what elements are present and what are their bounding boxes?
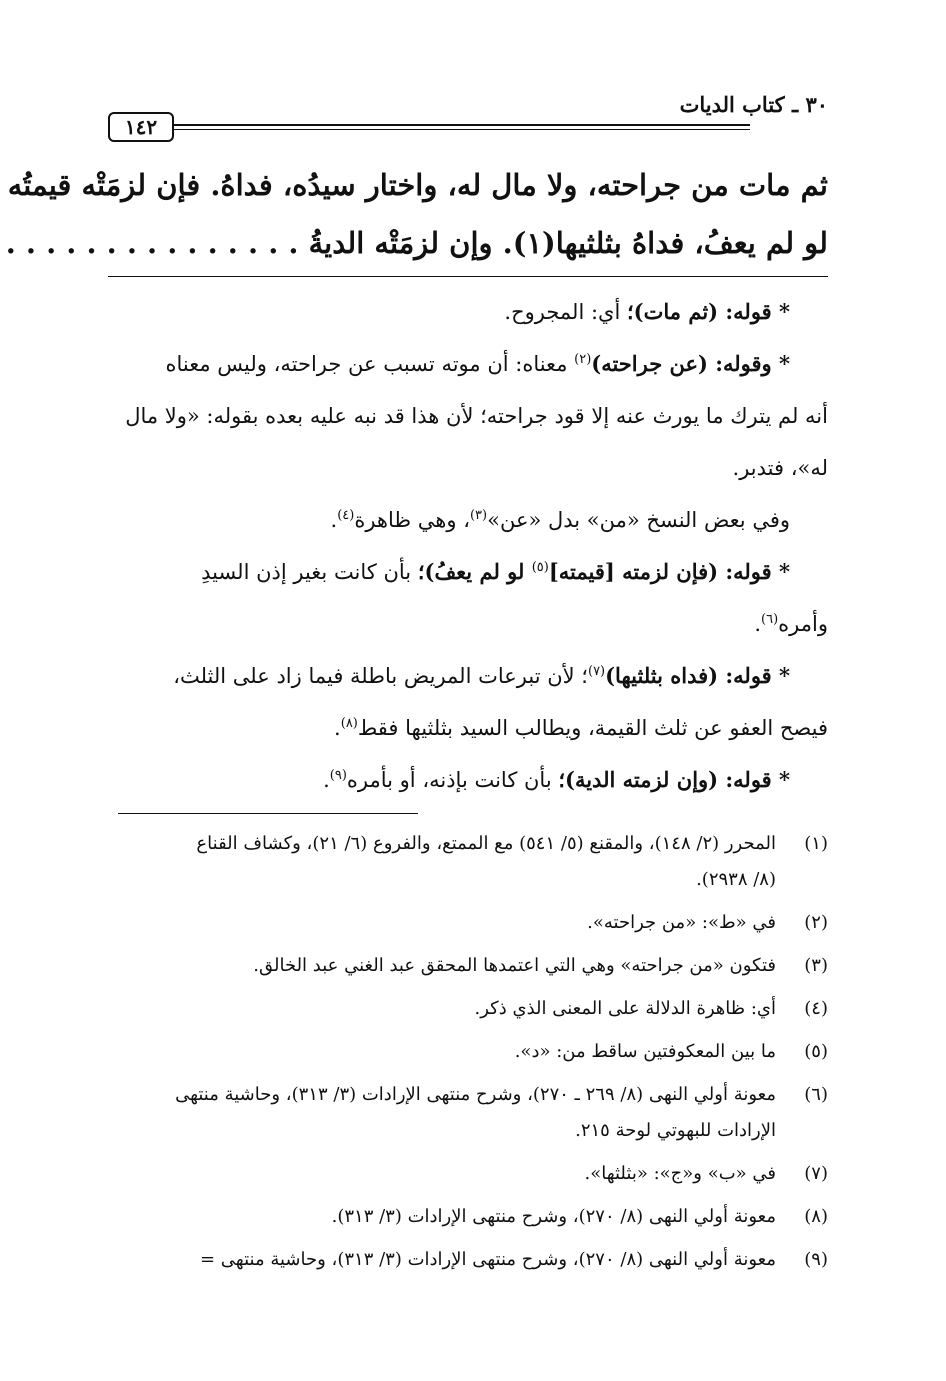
quoted-phrase: * قوله: (فإن لزمته [قيمته]: [548, 559, 790, 584]
footnote: [108, 1077, 828, 1149]
footnote-ref[interactable]: (٦): [761, 612, 779, 627]
footnote-ref[interactable]: (٧): [587, 664, 606, 679]
punctuation: .: [754, 612, 762, 636]
header-rule: [108, 124, 750, 130]
paragraph-text: بأن كانت بغير إذن السيدِ: [201, 560, 418, 584]
paragraph-text: بأن كانت بإذنه، أو بأمره: [346, 768, 559, 792]
footnote-number: (١): [804, 833, 828, 854]
commentary-paragraph-2-cont: [108, 390, 828, 494]
paragraph-line: أنه لم يترك ما يورث عنه إلا قود جراحته؛ لأن هذا قد نبه عليه بعده بقوله: «ولا مال: [125, 404, 828, 428]
footnote-text: المحرر (٢/ ١٤٨)، والمقنع (٥/ ٥٤١) مع الممتع، والفروع (٦/ ٢١)، وكشاف القناع: [196, 833, 776, 854]
page-header: [108, 84, 828, 146]
footnote: [108, 948, 828, 984]
commentary-paragraph-6: [108, 754, 828, 806]
footnote: [108, 905, 828, 941]
footnote-ref[interactable]: (٨): [340, 716, 358, 731]
quoted-phrase: * وقوله: (عن جراحته): [591, 351, 790, 376]
paragraph-text: وأمره: [778, 612, 828, 636]
commentary-paragraph-5: [108, 650, 828, 702]
commentary-paragraph-1: [108, 286, 828, 338]
footnote: [108, 826, 828, 898]
paragraph-text: وفي بعض النسخ «من» بدل «عن»: [487, 508, 790, 532]
footnote-number: (٣): [804, 955, 828, 976]
footnote-number: (٢): [804, 912, 828, 933]
matn-line-2: لو لم يعفُ، فداهُ بثلثيها(١). وإن لزمَتْه الديةُ . . . . . . . . . . . . . . .: [5, 226, 828, 260]
footnote-ref[interactable]: (٥): [531, 560, 549, 575]
footnote-ref[interactable]: (٢): [574, 352, 592, 367]
chapter-title: ٣٠ ـ كتاب الديات: [679, 92, 828, 117]
commentary-paragraph-2: [108, 338, 828, 390]
footnote-text: الإرادات للبهوتي لوحة ٢١٥.: [575, 1120, 776, 1141]
quoted-phrase: * قوله: (وإن لزمته الدية)؛: [558, 767, 790, 792]
footnote: [108, 1156, 828, 1192]
footnote-text: معونة أولي النهى (٨/ ٢٧٠)، وشرح منتهى الإرادات (٣/ ٣١٣).: [331, 1206, 776, 1227]
footnote-text: (٨/ ٢٩٣٨).: [696, 869, 776, 890]
commentary-paragraph-4-cont: [108, 598, 828, 650]
quoted-phrase: لو لم يعفُ)؛: [417, 559, 532, 584]
paragraph-text: ؛ لأن تبرعات المريض باطلة فيما زاد على الثلث،: [173, 664, 588, 688]
footnote-text: في «ط»: «من جراحته».: [587, 912, 776, 933]
footnote-text: معونة أولي النهى (٨/ ٢٦٩ ـ ٢٧٠)، وشرح منتهى الإرادات (٣/ ٣١٣)، وحاشية منتهى: [175, 1084, 776, 1105]
commentary-paragraph-5-cont: [108, 702, 828, 754]
footnote-text: في «ب» و«ج»: «بثلثها».: [584, 1163, 776, 1184]
footnote: [108, 991, 828, 1027]
quoted-phrase: * قوله: (فداه بثلثيها): [605, 663, 790, 688]
footnote-text: أي: ظاهرة الدلالة على المعنى الذي ذكر.: [474, 998, 776, 1019]
footnote-separator: [118, 813, 418, 814]
footnote-number: (٧): [804, 1163, 828, 1184]
footnote-ref[interactable]: (٣): [469, 508, 488, 523]
matn-text: [5, 156, 828, 272]
footnote-number: (٦): [804, 1084, 828, 1105]
punctuation: .: [323, 768, 330, 792]
footnote: [108, 1242, 828, 1278]
footnote-text: معونة أولي النهى (٨/ ٢٧٠)، وشرح منتهى الإرادات (٣/ ٣١٣)، وحاشية منتهى =: [200, 1249, 776, 1270]
matn-line-1: ثم مات من جراحته، ولا مال له، واختار سيدُه، فداهُ. فإن لزمَتْه قيمتُه: [7, 168, 828, 202]
paragraph-text: ، وهي ظاهرة: [354, 508, 470, 532]
page-number: ١٤٢: [108, 112, 174, 142]
commentary-paragraph-3: [108, 494, 828, 546]
footnote: [108, 1034, 828, 1070]
footnote-text: فتكون «من جراحته» وهي التي اعتمدها المحقق عبد الغني عبد الخالق.: [253, 955, 776, 976]
footnote-number: (٥): [804, 1041, 828, 1062]
paragraph-text: أي: المجروح.: [504, 300, 627, 324]
quoted-phrase: * قوله: (ثم مات)؛: [627, 299, 790, 324]
commentary: [108, 286, 828, 806]
footnote-ref[interactable]: (٩): [329, 768, 347, 783]
footnote-text: ما بين المعكوفتين ساقط من: «د».: [514, 1041, 776, 1062]
footnotes: [108, 826, 828, 1285]
paragraph-line: له»، فتدبر.: [732, 456, 828, 480]
paragraph-text: فيصح العفو عن ثلث القيمة، ويطالب السيد بثلثيها فقط: [357, 716, 828, 740]
punctuation: .: [330, 508, 338, 532]
footnote-ref[interactable]: (٤): [337, 508, 355, 523]
footnote-number: (٨): [804, 1206, 828, 1227]
footnote: [108, 1199, 828, 1235]
matn-separator: [108, 276, 828, 277]
paragraph-text: معناه: أن موته تسبب عن جراحته، وليس معناه: [165, 352, 575, 376]
commentary-paragraph-4: [108, 546, 828, 598]
footnote-number: (٩): [804, 1249, 828, 1270]
footnote-number: (٤): [804, 998, 828, 1019]
punctuation: .: [334, 716, 341, 740]
